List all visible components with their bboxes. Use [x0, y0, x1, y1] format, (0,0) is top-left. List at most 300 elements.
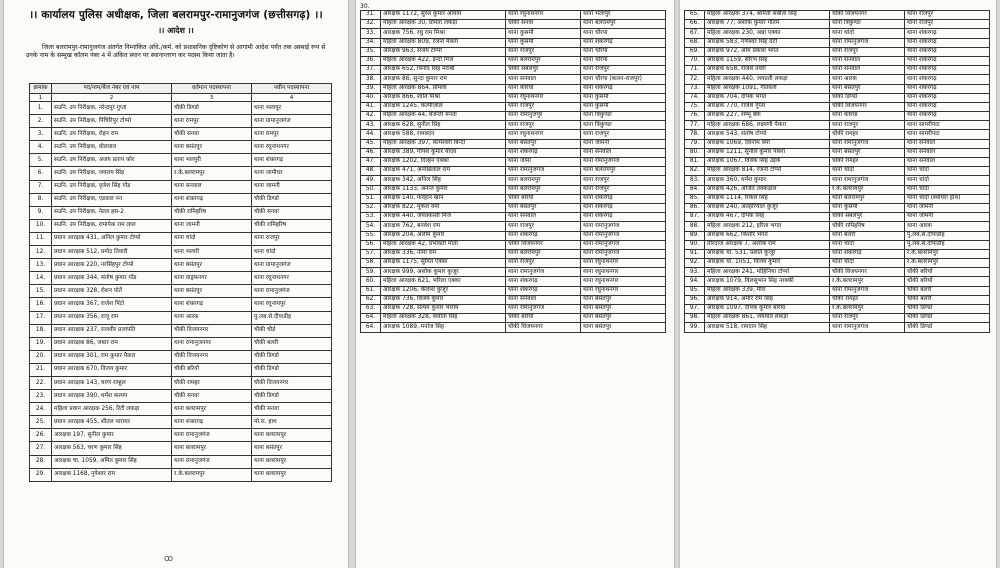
table-row	[30, 442, 332, 455]
table-row	[685, 66, 990, 75]
new-posting: चौकी डिण्डो	[252, 363, 332, 376]
current-posting: थाना चांदो	[172, 232, 252, 245]
serial-number: 90.	[685, 240, 705, 249]
table-row	[361, 66, 666, 75]
employee-name: आरक्षक 336, नामा राम	[381, 249, 506, 258]
table-row	[361, 323, 666, 332]
serial-number: 73.	[685, 84, 705, 93]
table-row	[685, 268, 990, 277]
table-row	[361, 20, 666, 29]
table-row	[30, 455, 332, 468]
serial-number: 48.	[361, 167, 381, 176]
employee-name: महिला आरक्षक 864, प्रमिला	[381, 84, 506, 93]
new-posting: थाना रामानुजगंज	[581, 231, 666, 240]
serial-number: 28.	[30, 455, 52, 468]
signature-scribble-icon: ꝏ	[164, 554, 174, 564]
serial-number: 50.	[361, 185, 381, 194]
employee-name: आरक्षक 1202, दिल्हन एक्का	[381, 158, 506, 167]
table-row	[361, 38, 666, 47]
new-posting: चौकी डिण्डो	[905, 314, 990, 323]
employee-name: प्रधान आरक्षक 220, नरसिंहपुर टोप्पो	[52, 259, 172, 272]
current-posting: थाना वाड्रफनगर	[172, 272, 252, 285]
new-posting: थाना बलरामपुर	[581, 20, 666, 29]
current-posting: थाना रामानुजगंज	[172, 455, 252, 468]
serial-number: 77.	[685, 121, 705, 130]
employee-name: सउनि. उप निरीक्षक, पिंचिरिपुर टोप्पो	[52, 115, 172, 128]
serial-number: 88.	[685, 222, 705, 231]
serial-number: 52.	[361, 203, 381, 212]
employee-name: आरक्षक 914, अमीर राम सिंह	[705, 295, 830, 304]
employee-name: सउनि. उप निरीक्षक, नेल्ता हस-2	[52, 206, 172, 219]
current-posting: थाना रामानुजगंज	[830, 176, 905, 185]
employee-name: महिला आरक्षक 422, इन्दो मिंज	[381, 56, 506, 65]
employee-name: प्रधान आरक्षक 455, शीतल पाराधर	[52, 416, 172, 429]
current-posting: थाना बलरामपुर	[830, 194, 905, 203]
new-posting: थाना शंकरगढ़	[905, 75, 990, 84]
current-posting: चौकी रामहर	[830, 158, 905, 167]
current-posting: थाना बलरामपुर	[506, 185, 581, 194]
employee-name: महिला आरक्षक 809, रंजना मैकरा	[381, 38, 506, 47]
serial-number: 9.	[30, 206, 52, 219]
serial-number: 99.	[685, 323, 705, 332]
new-posting: थाना जामनी	[905, 203, 990, 212]
employee-name: महिला प्रधान आरक्षक 256, रिटी लकड़ा	[52, 403, 172, 416]
new-posting: चौकी बलरी	[905, 286, 990, 295]
new-posting: थाना रामानुजगंज	[581, 158, 666, 167]
serial-number: 37.	[361, 66, 381, 75]
current-posting: थाना शंकरगढ़	[172, 193, 252, 206]
new-posting: पु.लब.से.दीपाडीह	[905, 231, 990, 240]
new-posting: चौकी डिण्डो	[252, 350, 332, 363]
current-posting: थाना सनवाल	[830, 56, 905, 65]
table-row	[361, 130, 666, 139]
current-posting: थाना राजपुर	[506, 121, 581, 130]
new-posting: थाना रघुनाथपुर	[252, 298, 332, 311]
col-number: 1	[30, 94, 52, 102]
table-row	[685, 231, 990, 240]
current-posting: थाना बसंतपुर	[506, 203, 581, 212]
current-posting: थाना राजपुर	[830, 47, 905, 56]
table-row	[685, 203, 990, 212]
current-posting: थाना शंकरगढ़	[506, 148, 581, 157]
employee-name: आरक्षक 1206, कैलाश कुजूर	[381, 286, 506, 295]
table-row	[361, 277, 666, 286]
current-posting: चौकी बरियों	[172, 363, 252, 376]
table-row	[685, 167, 990, 176]
table-row	[361, 139, 666, 148]
new-posting: थाना सनवाल	[905, 139, 990, 148]
table-row	[685, 29, 990, 38]
new-posting: चौकी सनवा	[252, 403, 332, 416]
employee-name: आरक्षक 652, विनोद सिंह मराबी	[381, 66, 506, 75]
current-posting: र.के.बलरामपुर	[172, 167, 252, 180]
current-posting: थाना भलारी	[172, 246, 252, 259]
table-row	[685, 75, 990, 84]
current-posting: चौकी रामहर	[830, 295, 905, 304]
current-posting: चौकी सनवा	[172, 390, 252, 403]
table-row	[361, 102, 666, 111]
new-posting: थाना शंकरगढ़	[581, 213, 666, 222]
new-posting: थाना शंकरगढ़	[905, 66, 990, 75]
col-header-serial: क्रमांक	[30, 84, 52, 94]
employee-name: प्रधान आरक्षक 143, चरण राम्हूल	[52, 376, 172, 389]
current-posting: थाना कुसमी	[506, 38, 581, 47]
employee-name: महिला आरक्षक 42, प्रभावती मांता	[381, 240, 506, 249]
serial-number: 75.	[685, 102, 705, 111]
new-posting: थाना राजपुर	[581, 130, 666, 139]
serial-number: 68.	[685, 38, 705, 47]
employee-name: तीरंदाज आरक्षक 7, अशोक राम	[705, 240, 830, 249]
new-posting: थाना रघुनाथनगर	[581, 277, 666, 286]
serial-number: 13.	[30, 259, 52, 272]
current-posting: चौकी विजयनगर	[506, 240, 581, 249]
employee-name: आरक्षक 204, अलीम कुमार	[381, 231, 506, 240]
serial-number: 89.	[685, 231, 705, 240]
serial-number: 80.	[685, 148, 705, 157]
new-posting: थाना शंकरगढ़	[905, 47, 990, 56]
new-posting: थाना शंकरगढ़	[905, 38, 990, 47]
employee-name: आरक्षक 543, संतोष टोप्पो	[705, 130, 830, 139]
table-row	[30, 193, 332, 206]
new-posting: थाना शंकरगढ़	[905, 56, 990, 65]
serial-number: 62.	[361, 295, 381, 304]
table-row	[361, 240, 666, 249]
employee-name: आरक्षक 662, किशोर भगत	[705, 231, 830, 240]
table-row	[685, 84, 990, 93]
employee-name: आरक्षक 1089, मनोज सिंह	[381, 323, 506, 332]
employee-name: महिला आरक्षक 814, रजनी टोप्पो	[705, 167, 830, 176]
serial-number: 92.	[685, 259, 705, 268]
serial-number: 95.	[685, 286, 705, 295]
table-row	[30, 128, 332, 141]
current-posting: थाना आरक	[172, 311, 252, 324]
table-row	[361, 249, 666, 258]
current-posting: थाना सनवाल	[506, 213, 581, 222]
employee-name: सउनि. उप निरीक्षक, अजय प्रताप कोर	[52, 154, 172, 167]
row-number-fragment: 30.	[360, 3, 370, 10]
employee-name: महिला आरक्षक 374, श्रीमती सबीता सिंह	[705, 11, 830, 20]
current-posting: थाना रघुनाथनगर	[506, 11, 581, 20]
new-posting: थाना चौरपा	[581, 56, 666, 65]
table-row	[685, 148, 990, 157]
table-row	[685, 176, 990, 185]
current-posting: थाना बसंतपुर	[830, 148, 905, 157]
current-posting: थाना रामपुर	[172, 115, 252, 128]
new-posting: थाना बसंतपुर	[581, 314, 666, 323]
table-row	[30, 259, 332, 272]
serial-number: 20.	[30, 350, 52, 363]
table-row	[30, 337, 332, 350]
current-posting: चौकी बरियों	[506, 194, 581, 203]
current-posting: थाना राजपुर	[506, 47, 581, 56]
serial-number: 15.	[30, 285, 52, 298]
table-row	[361, 185, 666, 194]
current-posting: र.के.बलरामपुर	[830, 305, 905, 314]
serial-number: 4.	[30, 141, 52, 154]
serial-number: 64.	[361, 314, 381, 323]
serial-number: 19.	[30, 337, 52, 350]
employee-name: आरक्षक 756, रघु राम मिश्रा	[381, 29, 506, 38]
serial-number: 91.	[685, 249, 705, 258]
serial-number: 96.	[685, 295, 705, 304]
current-posting: थाना सनवाल	[506, 75, 581, 84]
new-posting: थाना शंकरगढ़	[581, 203, 666, 212]
employee-name: प्रधान आरक्षक 356, राजू राम	[52, 311, 172, 324]
table-row	[30, 376, 332, 389]
new-posting: चौकी बरियों	[905, 268, 990, 277]
table-row	[361, 194, 666, 203]
table-row	[685, 185, 990, 194]
current-posting: थाना रघुनाथनगर	[506, 93, 581, 102]
current-posting: र.के.बलरामपुर	[172, 468, 252, 481]
employee-name: महिला आरक्षक 440, जयप्रती लकड़ा	[705, 75, 830, 84]
serial-number: 63.	[361, 305, 381, 314]
table-row	[30, 246, 332, 259]
current-posting: चौकी बरियों	[506, 314, 581, 323]
serial-number: 81.	[685, 158, 705, 167]
new-posting: थाना कुसमी	[581, 93, 666, 102]
current-posting: र.के.बलरामपुर	[830, 185, 905, 194]
table-row	[685, 295, 990, 304]
serial-number: 36.	[361, 56, 381, 65]
employee-name: आरक्षक 1079, विलसुभान सिंह नरक्की	[705, 277, 830, 286]
employee-name: सउनि. उप निरीक्षक, धोलवाल	[52, 141, 172, 154]
employee-name: आरक्षक 1114, रिकेश सिंह	[705, 194, 830, 203]
table-row	[361, 84, 666, 93]
serial-number: 16.	[30, 298, 52, 311]
current-posting: थाना जामा	[506, 158, 581, 167]
new-posting: थाना रघुनाथनगर	[252, 272, 332, 285]
serial-number: 3.	[30, 128, 52, 141]
current-posting: थाना बलरामपुर	[172, 442, 252, 455]
table-row	[685, 20, 990, 29]
col-header-current-posting: वर्तमान पदस्थापना	[172, 84, 252, 94]
col-number: 2	[52, 94, 172, 102]
current-posting: चौकी सबलपुर	[830, 213, 905, 222]
new-posting: मो.रा. हाथ	[252, 416, 332, 429]
serial-number: 74.	[685, 93, 705, 102]
table-row	[361, 231, 666, 240]
employee-name: आरक्षक 736, विजय कुमार	[381, 295, 506, 304]
table-row	[685, 158, 990, 167]
new-posting: थाना राजपुर	[905, 11, 990, 20]
employee-name: आरक्षक 518, रामदान सिंह	[705, 323, 830, 332]
current-posting: थाना कोरंधा	[506, 84, 581, 93]
current-posting: चौकी विजयनगर	[830, 11, 905, 20]
new-posting: थाना बसंतपुर	[581, 305, 666, 314]
new-posting: थाना रघुनाथनगर	[581, 259, 666, 268]
employee-name: सउनि. उप निरीक्षक, रोहन राम	[52, 128, 172, 141]
current-posting: चौकी रामिहरिष	[830, 222, 905, 231]
new-posting: थाना जामनी	[252, 180, 332, 193]
new-posting: थाना बलरामपुर	[252, 429, 332, 442]
serial-number: 66.	[685, 20, 705, 29]
col-number: 3	[172, 94, 252, 102]
table-row	[685, 286, 990, 295]
new-posting: थाना शंकरगढ़	[905, 93, 990, 102]
employee-name: महिला आरक्षक 230, अन्ना एक्का	[705, 29, 830, 38]
document-page-3	[680, 0, 996, 568]
current-posting: चौकी सबलपुर	[506, 66, 581, 75]
serial-number: 11.	[30, 232, 52, 245]
current-posting: थाना बलरामपुर	[506, 176, 581, 185]
employee-name: आरक्षक 77, अशोक कुमार गौतम	[705, 20, 830, 29]
serial-number: 43.	[361, 121, 381, 130]
current-posting: थाना बसंतपुर	[172, 259, 252, 272]
table-row	[685, 194, 990, 203]
table-row	[685, 56, 990, 65]
serial-number: 78.	[685, 130, 705, 139]
current-posting: थाना बसंतपुर	[172, 141, 252, 154]
serial-number: 94.	[685, 277, 705, 286]
current-posting: थाना रामानुजपुर	[506, 112, 581, 121]
table-row	[685, 11, 990, 20]
employee-name: आरक्षक 822, मुकेश वर्मा	[381, 203, 506, 212]
new-posting: थाना सामरीपाट	[905, 121, 990, 130]
new-posting: थाना आरक	[905, 222, 990, 231]
table-row	[30, 429, 332, 442]
new-posting: थाना त्रिकुण्डा	[581, 121, 666, 130]
new-posting: चौकी चौर्ड	[252, 324, 332, 337]
serial-number: 14.	[30, 272, 52, 285]
table-row	[361, 222, 666, 231]
new-posting: थाना रघुनाथनगर	[581, 286, 666, 295]
serial-number: 67.	[685, 29, 705, 38]
employee-name: आरक्षक 342, अनिल सिंह	[381, 176, 506, 185]
current-posting: थाना रामानुजगंज	[830, 323, 905, 332]
employee-name: आरक्षक 1172, सुरेश कुमार आयाम	[381, 11, 506, 20]
employee-name: प्रधान आरक्षक 237, राजवीर प्रजापति	[52, 324, 172, 337]
serial-number: 34.	[361, 38, 381, 47]
employee-name: आरक्षक 389, गोपेश कुमार यादव	[381, 148, 506, 157]
new-posting: थाना चौरपा	[581, 29, 666, 38]
new-posting: थाना बलरामपुर	[252, 468, 332, 481]
serial-number: 26.	[30, 429, 52, 442]
table-row	[685, 249, 990, 258]
table-row	[361, 148, 666, 157]
serial-number: 38.	[361, 75, 381, 84]
table-row	[30, 115, 332, 128]
current-posting: चौकी विजयनगर	[506, 323, 581, 332]
table-row	[685, 93, 990, 102]
current-posting: थाना रामानुजगंज	[830, 38, 905, 47]
employee-name: आरक्षक 140, फरहान खान	[381, 194, 506, 203]
current-posting: थाना राजपुर	[830, 314, 905, 323]
serial-number: 5.	[30, 154, 52, 167]
current-posting: थाना बलरामपुर	[506, 56, 581, 65]
employee-name: महिला आरक्षक 328, कवीता सिंह	[381, 314, 506, 323]
current-posting: थाना कुसमी	[830, 203, 905, 212]
serial-number: 54.	[361, 222, 381, 231]
serial-number: 84.	[685, 185, 705, 194]
current-posting: थाना रघुनाथनगर	[506, 130, 581, 139]
new-posting: थाना रघुनाथनगर	[581, 268, 666, 277]
new-posting: चौकी बलरी	[252, 337, 332, 350]
serial-number: 58.	[361, 259, 381, 268]
serial-number: 57.	[361, 249, 381, 258]
serial-number: 59.	[361, 268, 381, 277]
new-posting: पु.लब.से.दीपाडीह	[252, 311, 332, 324]
current-posting: थाना रामानुजगंज	[506, 268, 581, 277]
serial-number: 42.	[361, 112, 381, 121]
serial-number: 53.	[361, 213, 381, 222]
serial-number: 22.	[30, 376, 52, 389]
current-posting: थाना चांदो	[830, 29, 905, 38]
table-row	[30, 416, 332, 429]
employee-name: प्रधान आरक्षक 431, अनिल कुमार टोप्पो	[52, 232, 172, 245]
table-row	[30, 141, 332, 154]
table-row	[30, 102, 332, 115]
serial-number: 61.	[361, 286, 381, 295]
serial-number: 18.	[30, 324, 52, 337]
serial-number: 25.	[30, 416, 52, 429]
table-row	[361, 47, 666, 56]
current-posting: थाना कुसमी	[506, 29, 581, 38]
current-posting: थाना शंकरगढ़	[172, 416, 252, 429]
serial-number: 70.	[685, 56, 705, 65]
new-posting: थाना शंकरगढ़	[581, 194, 666, 203]
serial-number: 33.	[361, 29, 381, 38]
employee-name: आरक्षक 658, राजेश तवरा	[705, 66, 830, 75]
new-posting: थाना जामीधर	[252, 167, 332, 180]
new-posting: थाना चांदो	[905, 176, 990, 185]
employee-name: आरक्षक 963, संजय टोप्पो	[381, 47, 506, 56]
serial-number: 83.	[685, 176, 705, 185]
current-posting: थाना शंकरगढ़	[172, 298, 252, 311]
current-posting: चौकी विजयनगर	[172, 324, 252, 337]
new-posting: थाना सनवाल	[905, 158, 990, 167]
new-posting: थाना जामनी	[581, 139, 666, 148]
employee-name: सउनि. उप निरीक्षक, रामायेक राम लाल	[52, 219, 172, 232]
current-posting: थाना रामानुजगंज	[830, 286, 905, 295]
table-row	[685, 277, 990, 286]
current-posting: थाना कोरंधा	[830, 112, 905, 121]
current-posting: थाना राजपुर	[506, 102, 581, 111]
table-row	[30, 180, 332, 193]
serial-number: 49.	[361, 176, 381, 185]
current-posting: थाना राजपुर	[506, 222, 581, 231]
new-posting: थाना बलरामपुर	[252, 455, 332, 468]
current-posting: थाना रामानुजनगर	[172, 337, 252, 350]
current-posting: चौकी सनवा	[506, 20, 581, 29]
table-row	[361, 176, 666, 185]
table-row	[685, 139, 990, 148]
new-posting: थाना शंकरगढ़	[581, 38, 666, 47]
current-posting: चौकी विजयनगर	[830, 102, 905, 111]
employee-name: आरक्षक 197, सुनील कुमार	[52, 429, 172, 442]
new-posting: चौकी विजयनगर	[252, 376, 332, 389]
new-posting: चौकी सनवा	[252, 206, 332, 219]
new-posting: थाना रामानुजगंज	[581, 249, 666, 258]
new-posting: थाना शंकरगढ़	[581, 84, 666, 93]
new-posting: थाना चांदो (स्थायरा हाथ)	[905, 194, 990, 203]
document-page-2	[356, 0, 674, 568]
new-posting: थाना चौरपा (कलन-राजपुर)	[581, 75, 666, 84]
new-posting: थाना सामरीपाट	[905, 130, 990, 139]
current-posting: थाना सनवाल	[172, 180, 252, 193]
current-posting: थाना बसंतपुर	[506, 139, 581, 148]
employee-name: आरक्षक 360, धर्मेश कुमार	[705, 176, 830, 185]
table-row	[30, 324, 332, 337]
current-posting: थाना राजपुर	[506, 259, 581, 268]
employee-name: आरक्षक 972, ओम प्रकाश भगत	[705, 47, 830, 56]
serial-number: 76.	[685, 112, 705, 121]
table-row	[30, 298, 332, 311]
new-posting: थाना रामानुजगंज	[252, 285, 332, 298]
new-posting: थाना शंकरगढ़	[252, 154, 332, 167]
current-posting: चौकी डिण्डो	[830, 93, 905, 102]
new-posting: थाना रामानुजगंज	[581, 222, 666, 231]
